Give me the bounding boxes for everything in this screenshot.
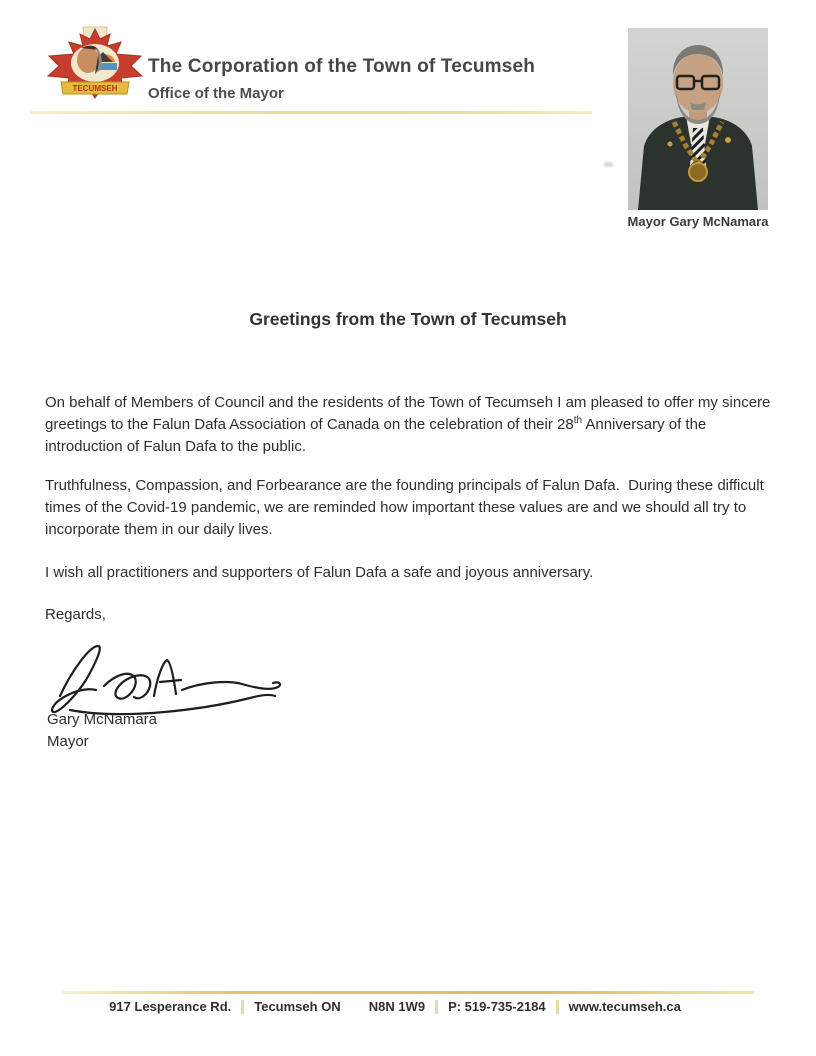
signer-name: Gary McNamara	[47, 711, 158, 728]
p1-superscript: th	[573, 415, 583, 426]
maple-leaf-logo-icon	[45, 26, 145, 100]
p1-text-before: On behalf of Members of Council and the residents of the Town of Tecumseh I am pleased to offer my sincere greetings to the Falun Dafa Association of Canada on the celebration of their 28	[45, 394, 775, 433]
letter-title: Greetings from the Town of Tecumseh	[249, 309, 567, 329]
footer-rule	[62, 991, 754, 994]
footer-separator	[556, 1000, 559, 1014]
footer-city: Tecumseh ON	[254, 999, 341, 1014]
header-rule	[30, 111, 592, 114]
closing-line: Regards,	[45, 606, 106, 623]
photo-caption: Mayor Gary McNamara	[627, 214, 769, 229]
org-name: The Corporation of the Town of Tecumseh	[148, 56, 536, 77]
paragraph-greeting	[45, 392, 775, 458]
footer-separator	[241, 1000, 244, 1014]
letterhead	[148, 56, 535, 102]
signature-scrawl-icon	[42, 634, 292, 716]
paragraph-wishes: I wish all practitioners and supporters of Falun Dafa a safe and joyous anniversary.	[45, 564, 594, 581]
p1-text-after: Anniversary of the introduction of Falun Dafa to the public.	[45, 416, 711, 455]
signer-title: Mayor	[47, 733, 89, 750]
logo-banner-text: TECUMSEH	[72, 84, 118, 93]
mayor-photo	[628, 28, 768, 210]
footer	[0, 999, 790, 1014]
tecumseh-logo	[45, 26, 145, 100]
footer-postal: N8N 1W9	[368, 999, 426, 1014]
signature	[42, 634, 292, 716]
scan-artifact	[604, 162, 613, 167]
footer-separator	[435, 1000, 438, 1014]
footer-address: 917 Lesperance Rd.	[109, 999, 232, 1014]
mayor-portrait-image	[628, 28, 768, 210]
footer-phone: P: 519-735-2184	[448, 999, 546, 1014]
office-subtitle: Office of the Mayor	[148, 85, 284, 102]
footer-website: www.tecumseh.ca	[568, 999, 681, 1014]
paragraph-values: Truthfulness, Compassion, and Forbearance are the founding principals of Falun Dafa. During these difficult times of the Covid-19 pandemic, we are reminded how important these values are and we should all try to incorporate them in our daily lives.	[45, 477, 768, 538]
